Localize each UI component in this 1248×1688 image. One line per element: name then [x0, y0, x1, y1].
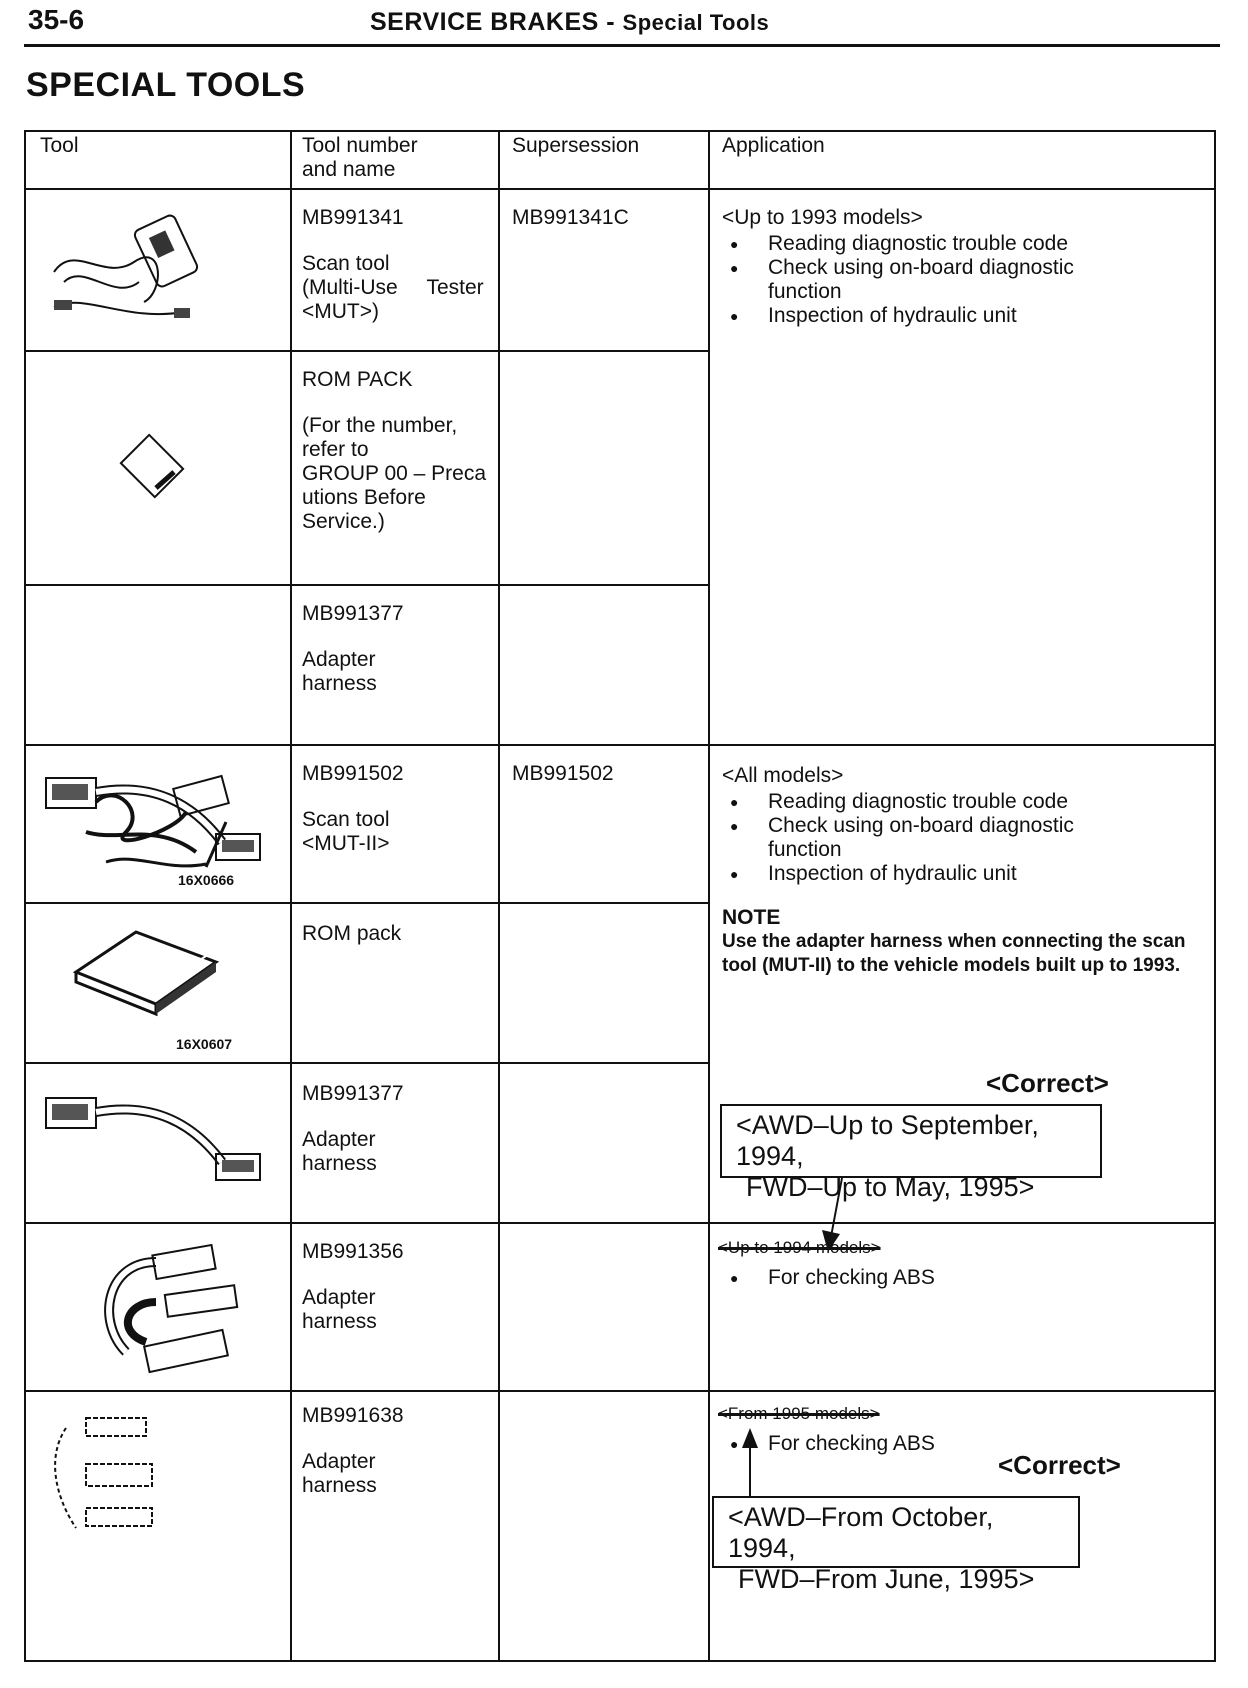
- rom-pack-illustration: [116, 432, 196, 502]
- row1-name-line: <MUT>): [302, 300, 380, 323]
- adapter-harness-3-illustration: [86, 1242, 276, 1372]
- correction-box: [720, 1104, 1102, 1202]
- app-group1-item: ● Reading diagnostic trouble code: [722, 232, 1122, 256]
- header-number-name-2: and name: [302, 158, 396, 181]
- app-group2-item: ● Check using on-board diagnostic function: [722, 814, 1122, 862]
- header-supersession: Supersession: [512, 134, 640, 157]
- page-title: SERVICE BRAKES - Special Tools: [370, 8, 770, 36]
- row1-name-line: Scan tool: [302, 252, 390, 275]
- row8-name-line: harness: [302, 1474, 377, 1497]
- row5-image-code: 16X0607: [176, 1036, 233, 1052]
- header-rule: [24, 44, 1220, 47]
- row-divider: [26, 1222, 1214, 1224]
- scan-tool-mut-ii-illustration: [76, 772, 266, 882]
- correction-line: FWD–Up to May, 1995>: [746, 1172, 1035, 1202]
- correction-arrow-2: [738, 1428, 768, 1498]
- app-group1-list: [722, 232, 1122, 328]
- row2-name-line: refer to: [302, 438, 369, 461]
- app-group1-heading: <Up to 1993 models>: [722, 206, 923, 229]
- row-divider: [26, 1062, 710, 1064]
- app-group3-struck-heading: <Up to 1994 models>: [718, 1238, 881, 1257]
- row1-supersession: MB991341C: [512, 206, 629, 229]
- row6-name-line: harness: [302, 1152, 377, 1175]
- row5-tool-number: ROM pack: [302, 922, 402, 945]
- scan-tool-mut-illustration: [44, 212, 244, 332]
- app-group4-item: ● For checking ABS: [722, 1432, 982, 1456]
- page-number: 35-6: [28, 4, 85, 35]
- row7-name-line: Adapter: [302, 1286, 376, 1309]
- row-divider: [26, 1390, 1214, 1392]
- header-divider: [26, 188, 1214, 190]
- row-divider: [26, 584, 710, 586]
- correction-line: <AWD–From October, 1994,: [728, 1502, 994, 1563]
- app-group2-item: ● Reading diagnostic trouble code: [722, 790, 1122, 814]
- correct-label-2: <Correct>: [998, 1450, 1121, 1480]
- app-group1-item: ● Check using on-board diagnostic function: [722, 256, 1122, 304]
- row4-name-line: <MUT-II>: [302, 832, 390, 855]
- row-divider: [26, 744, 1214, 746]
- row4-supersession: MB991502: [512, 762, 614, 785]
- correction-box-2: [712, 1496, 1080, 1594]
- row1-tool-number: MB991341: [302, 206, 404, 229]
- row3-name-line: harness: [302, 672, 377, 695]
- app-group2-list: [722, 790, 1122, 886]
- row2-name-line: GROUP 00 – Preca: [302, 462, 487, 485]
- row6-tool-number: MB991377: [302, 1082, 404, 1105]
- header-tool: Tool: [40, 134, 79, 157]
- column-divider: [290, 132, 292, 1660]
- row2-name-line: utions Before: [302, 486, 426, 509]
- row4-tool-number: MB991502: [302, 762, 404, 785]
- row7-name-line: harness: [302, 1310, 377, 1333]
- adapter-harness-2-illustration: [42, 1092, 272, 1192]
- row8-name-line: Adapter: [302, 1450, 376, 1473]
- row8-tool-number: MB991638: [302, 1404, 404, 1427]
- rom-pack-ii-illustration: [66, 922, 226, 1012]
- row-divider: [26, 902, 710, 904]
- note-title: NOTE: [722, 906, 781, 929]
- row3-name-line: Adapter: [302, 648, 376, 671]
- row2-tool-number: ROM PACK: [302, 368, 413, 391]
- special-tools-table: [24, 130, 1216, 1662]
- column-divider: [708, 132, 710, 1660]
- row4-name-line: Scan tool: [302, 808, 390, 831]
- correction-line: <AWD–Up to September, 1994,: [736, 1110, 1039, 1171]
- app-group2-heading: <All models>: [722, 764, 844, 787]
- app-group2-item: ● Inspection of hydraulic unit: [722, 862, 1122, 886]
- header-application: Application: [722, 134, 825, 157]
- correct-label: <Correct>: [986, 1068, 1109, 1098]
- header-number-name-1: Tool number: [302, 134, 418, 157]
- app-group3-list: [722, 1266, 1122, 1290]
- app-group4-struck-heading: <From 1995 models>: [718, 1404, 880, 1423]
- section-subtitle: Special Tools: [622, 10, 770, 35]
- row2-name-line: (For the number,: [302, 414, 458, 437]
- note-body: Use the adapter harness when connecting the scan tool (MUT-II) to the vehicle models built up to 1993.: [722, 931, 1186, 976]
- row-divider: [26, 350, 710, 352]
- section-title: SERVICE BRAKES: [370, 8, 599, 36]
- correction-line: FWD–From June, 1995>: [738, 1564, 1035, 1594]
- row1-name-line: (Multi-Use Tester: [302, 276, 484, 299]
- row2-name-line: Service.): [302, 510, 385, 533]
- app-group3-item: ● For checking ABS: [722, 1266, 1122, 1290]
- app-group1-item: ● Inspection of hydraulic unit: [722, 304, 1122, 328]
- row7-tool-number: MB991356: [302, 1240, 404, 1263]
- adapter-harness-4-illustration: [46, 1408, 176, 1538]
- row3-tool-number: MB991377: [302, 602, 404, 625]
- section-heading: SPECIAL TOOLS: [26, 66, 306, 104]
- row6-name-line: Adapter: [302, 1128, 376, 1151]
- column-divider: [498, 132, 500, 1660]
- row4-image-code: 16X0666: [178, 872, 235, 888]
